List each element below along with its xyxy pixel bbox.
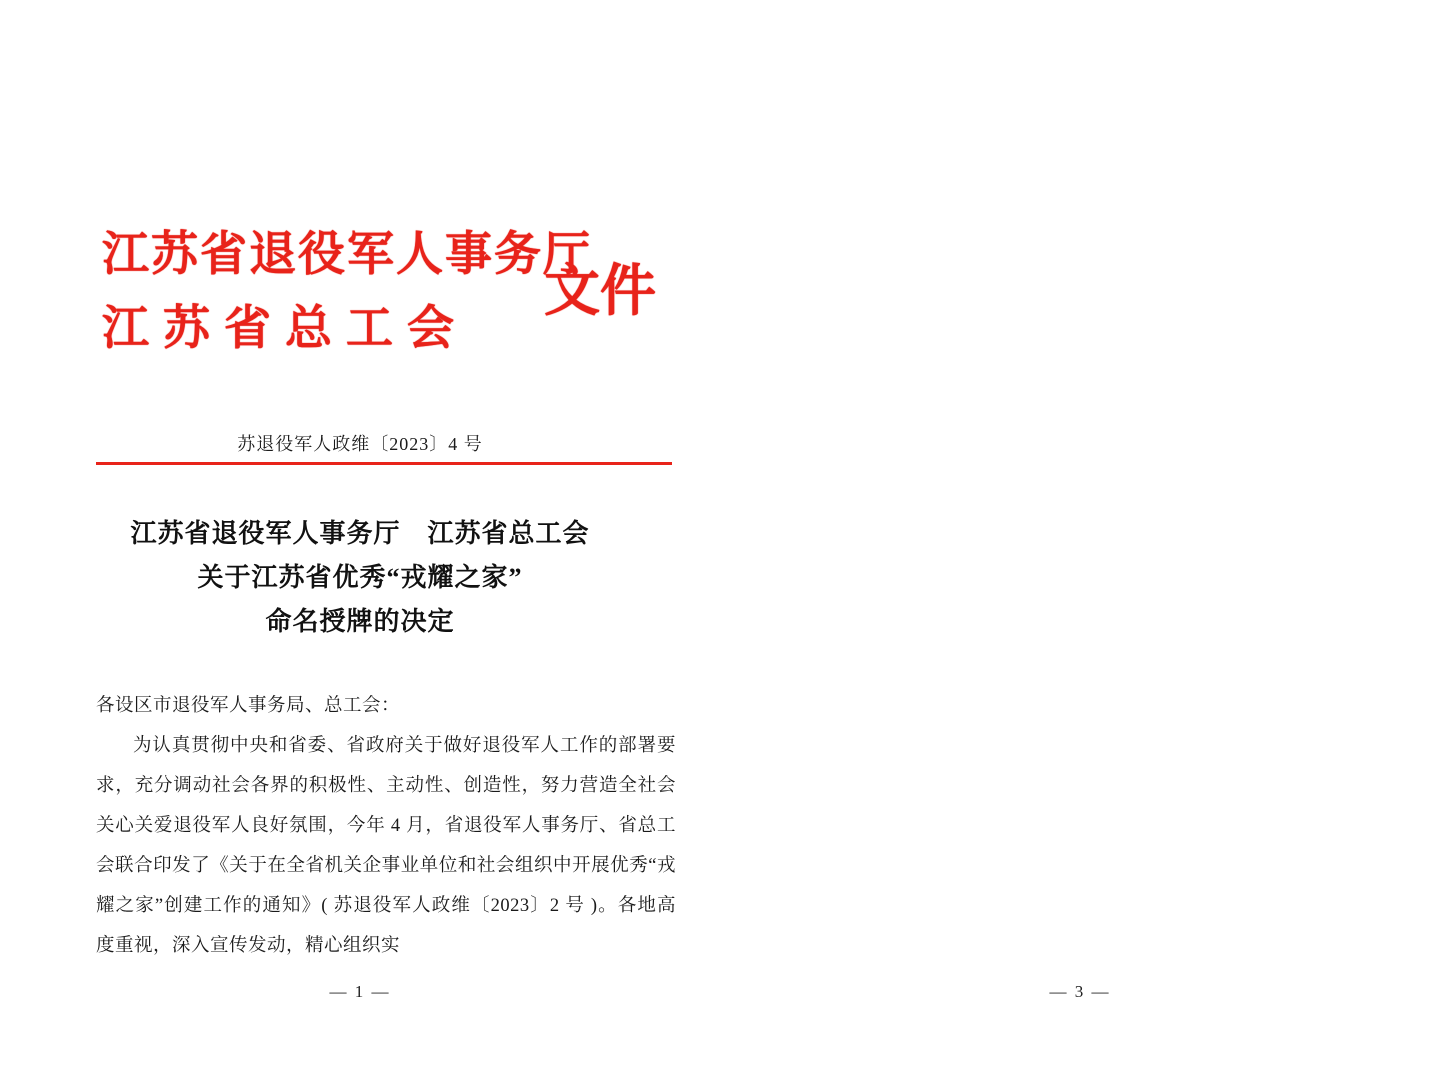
page-number-left: — 1 — <box>329 982 391 1001</box>
page-number-right: — 3 — <box>1049 982 1111 1001</box>
document-number: 苏退役军人政维〔2023〕4 号 <box>237 434 483 454</box>
letterhead-line-1: 江苏省退役军人事务厅 <box>102 229 592 281</box>
title-line-1: 江苏省退役军人事务厅 江苏省总工会 <box>130 519 590 548</box>
salutation: 各设区市退役军人事务局、总工会： <box>96 696 401 716</box>
red-divider-rule <box>96 462 672 465</box>
letterhead-line-2: 江苏省总工会 <box>102 303 468 355</box>
document-title <box>0 512 720 644</box>
letterhead-wenjian-char: 文件 <box>544 261 656 323</box>
body-paragraph-1: 为认真贯彻中央和省委、省政府关于做好退役军人工作的部署要求，充分调动社会各界的积极性、主动性、创造性，努力营造全社会关心关爱退役军人良好氛围，今年 4 月，省退役军人事务厅、省总工会联合印发了《关于在全省机关企事业单位和社会组织中开展优秀“戎耀之家”创建工作的通知》( 苏退役军人政维〔2023〕2 号 )。各地高度重视，深入宣传发动，精心组织实 <box>96 736 676 956</box>
page-right <box>720 0 1440 1080</box>
body-text <box>96 686 676 966</box>
title-line-3: 命名授牌的决定 <box>265 607 455 636</box>
title-line-2: 关于江苏省优秀“戎耀之家” <box>197 563 523 592</box>
letterhead <box>78 222 678 382</box>
